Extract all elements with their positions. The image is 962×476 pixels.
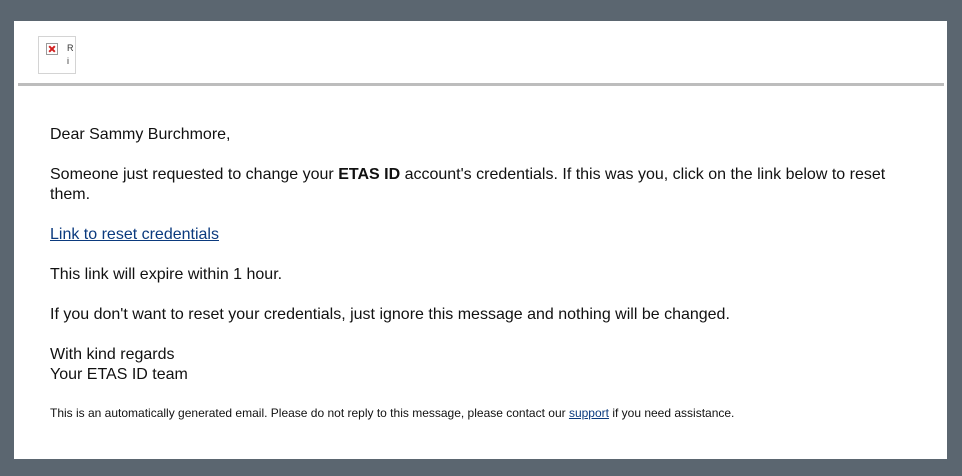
logo-image-placeholder (38, 36, 76, 74)
signoff (50, 345, 900, 385)
reset-credentials-link[interactable]: Link to reset credentials (50, 226, 219, 243)
reset-link-paragraph (50, 225, 900, 245)
footer-note: This is an automatically generated email. Please do not reply to this message, please contact our support if you need assistance. (50, 406, 735, 420)
request-paragraph: Someone just requested to change your ETAS ID account's credentials. If this was you, click on the link below to reset them. (50, 166, 886, 203)
greeting: Dear Sammy Burchmore, (50, 126, 231, 143)
email-content (50, 125, 900, 441)
logo-alt-text: R i (67, 43, 74, 66)
signoff-line-2: Your ETAS ID team (50, 366, 188, 383)
brand-name: ETAS ID (338, 166, 401, 183)
broken-image-icon (46, 43, 58, 55)
header-divider (18, 83, 944, 86)
email-body (14, 21, 947, 459)
expiry-text: This link will expire within 1 hour. (50, 266, 283, 283)
signoff-line-1: With kind regards (50, 346, 175, 363)
support-link[interactable]: support (568, 406, 609, 420)
ignore-text: If you don't want to reset your credentials, just ignore this message and nothing will be changed. (50, 306, 730, 323)
